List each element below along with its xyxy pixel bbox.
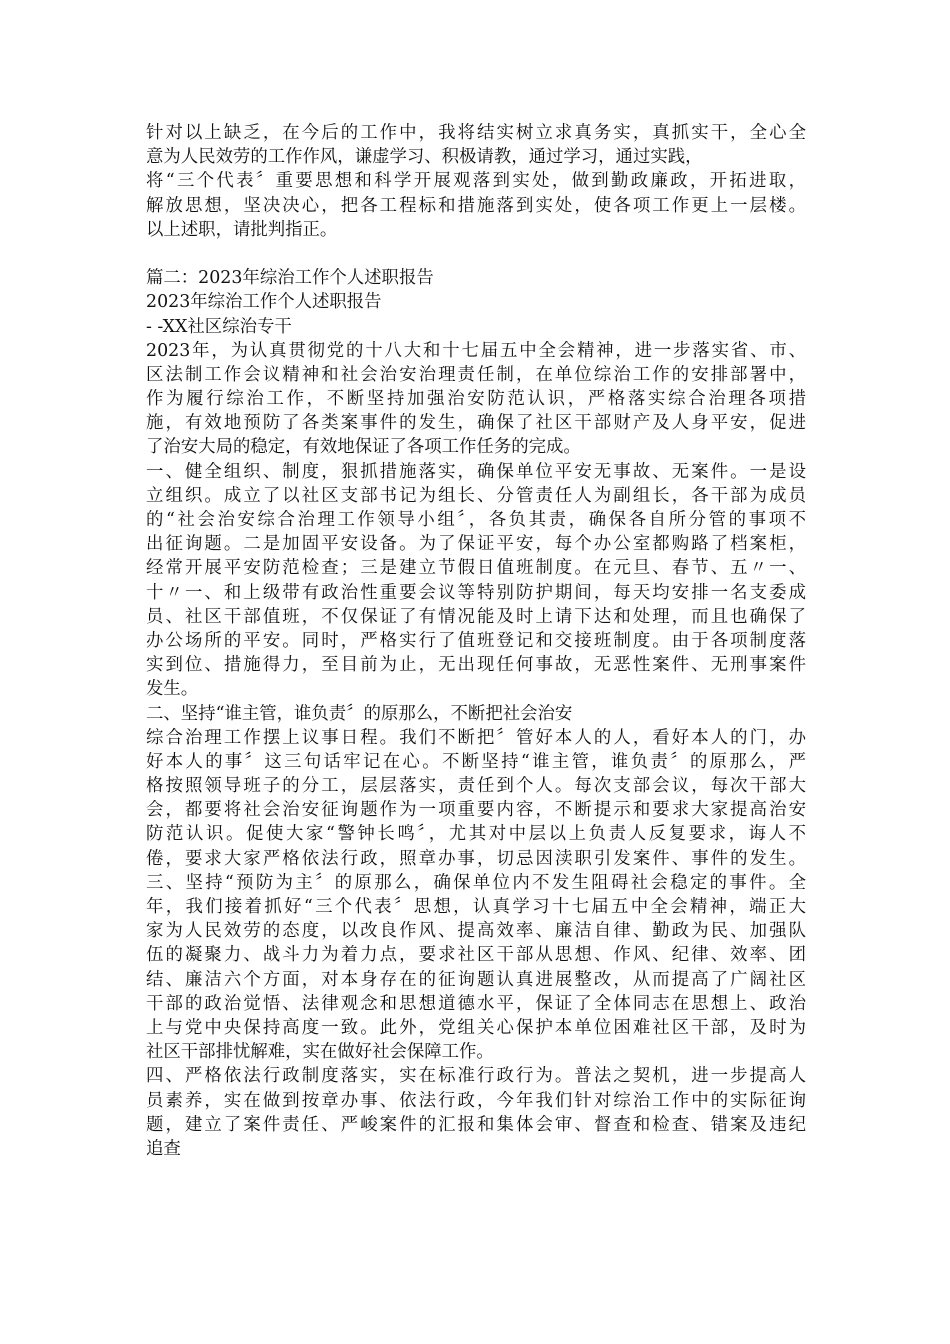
report-title: 2023年综治工作个人述职报告 (146, 292, 382, 313)
text-line: 上与党中央保持高度一致。此外，党组关心保护本单位困难社区干部，及时为 (146, 1017, 806, 1038)
text-line: 一、健全组织、制度，狠抓措施落实，确保单位平安无事故、无案件。一是设 (146, 461, 806, 482)
text-line: 员、社区干部值班，不仅保证了有情况能及时上请下达和处理，而且也确保了 (146, 606, 806, 627)
text-line: 立组织。成立了以社区支部书记为组长、分管责任人为副组长，各干部为成员 (146, 485, 806, 506)
text-line: 社区干部排忧解难，实在做好社会保障工作。 (146, 1042, 494, 1063)
text-line: 年，我们接着抓好“三个代表〞思想，认真学习十七届五中全会精神，端正大 (146, 897, 806, 917)
text-line: 题，建立了案件责任、严峻案件的汇报和集体会审、督查和检查、错案及违纪 (146, 1114, 806, 1135)
section-heading: 篇二：2023年综治工作个人述职报告 (146, 268, 434, 289)
text-line: 经常开展平安防范检查；三是建立节假日值班制度。在元旦、春节、五〃一、 (146, 558, 806, 579)
text-line: 以上述职，请批判指正。 (146, 219, 338, 240)
text-line: 干部的政治觉悟、法律观念和思想道德水平，保证了全体同志在思想上、政治 (146, 993, 806, 1014)
text-line: 员素养，实在做到按章办事、依法行政，今年我们针对综治工作中的实际征询 (146, 1090, 806, 1111)
text-line: 意为人民效劳的工作作风，谦虚学习、积极请教，通过学习，通过实践， (146, 147, 703, 168)
report-author: - -XX社区综治专干 (146, 316, 292, 337)
text-line: 的“社会治安综合治理工作领导小组〞，各负其责，确保各自所分管的事项不 (146, 510, 806, 530)
text-line: 防范认识。促使大家“警钟长鸣〞，尤其对中层以上负责人反复要求，诲人不 (146, 824, 806, 845)
text-line: 二、坚持“谁主管，谁负责〞的原那么，不断把社会治安 (146, 703, 573, 724)
text-line: 实到位、措施得力，至目前为止，无出现任何事故，无恶性案件、无刑事案件 (146, 655, 806, 676)
text-line: 四、严格依法行政制度落实，实在标准行政行为。普法之契机，进一步提高人 (146, 1066, 806, 1087)
text-line: 针对以上缺乏，在今后的工作中，我将结实树立求真务实，真抓实干，全心全 (146, 123, 806, 143)
paragraph-gap (146, 242, 806, 266)
document-body (146, 121, 806, 1161)
text-line: 倦，要求大家严格依法行政，照章办事，切忌因渎职引发案件、事件的发生。 (146, 848, 806, 869)
report-body (146, 339, 806, 1161)
text-line: 十〃一、和上级带有政治性重要会议等特别防护期间，每天均安排一名支委成 (146, 582, 806, 603)
text-line: 区法制工作会议精神和社会治安治理责任制，在单位综治工作的安排部署中， (146, 364, 806, 385)
text-line: 格按照领导班子的分工，层层落实，责任到个人。每次支部会议，每次干部大 (146, 776, 806, 797)
text-line: 2023年，为认真贯彻党的十八大和十七届五中全会精神，进一步落实省、市、 (146, 340, 806, 361)
text-line: 解放思想，坚决决心，把各工程标和措施落到实处，使各项工作更上一层楼。 (146, 195, 806, 216)
closing-paragraph (146, 121, 806, 242)
text-line: 结、廉洁六个方面，对本身存在的征询题认真进展整改，从而提高了广阔社区 (146, 969, 806, 990)
text-line: 家为人民效劳的态度，以改良作风、提高效率、廉洁自律、勤政为民、加强队 (146, 921, 806, 942)
text-line: 办公场所的平安。同时，严格实行了值班登记和交接班制度。由于各项制度落 (146, 630, 806, 651)
text-line: 综合治理工作摆上议事日程。我们不断把〞管好本人的人，看好本人的门，办 (146, 727, 806, 748)
text-line: 伍的凝聚力、战斗力为着力点，要求社区干部从思想、作风、纪律、效率、团 (146, 945, 806, 966)
text-line: 三、坚持“预防为主〞的原那么，确保单位内不发生阻碍社会稳定的事件。全 (146, 872, 806, 893)
text-line: 好本人的事〞这三句话牢记在心。不断坚持“谁主管，谁负责〞的原那么，严 (146, 751, 806, 772)
text-line: 将“三个代表〞重要思想和科学开展观落到实处，做到勤政廉政，开拓进取， (146, 171, 806, 192)
text-line: 会，都要将社会治安征询题作为一项重要内容，不断提示和要求大家提高治安 (146, 800, 806, 821)
text-line: 出征询题。二是加固平安设备。为了保证平安，每个办公室都购路了档案柜， (146, 534, 806, 555)
text-line: 施，有效地预防了各类案事件的发生，确保了社区干部财产及人身平安，促进 (146, 413, 806, 434)
text-line: 追查 (146, 1138, 181, 1159)
text-line: 了治安大局的稳定，有效地保证了各项工作任务的完成。 (146, 437, 581, 458)
text-line: 发生。 (146, 679, 199, 700)
text-line: 作为履行综治工作，不断坚持加强治安防范认识，严格落实综合治理各项措 (146, 389, 806, 410)
